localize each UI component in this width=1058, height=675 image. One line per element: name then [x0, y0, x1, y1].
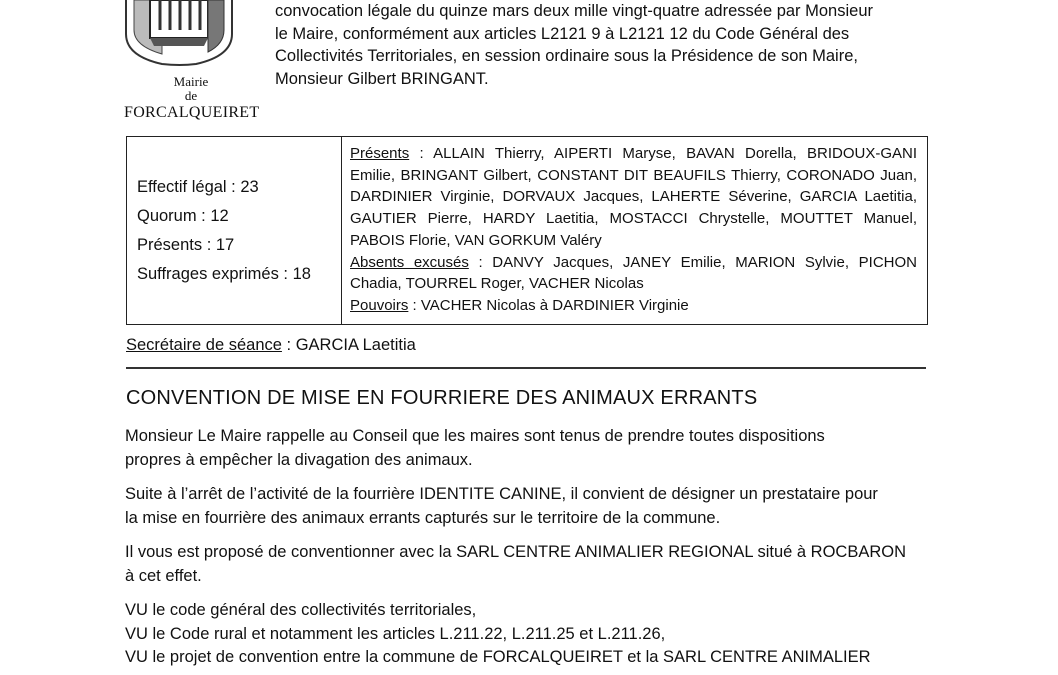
intro-line: Monsieur Gilbert BRINGANT.: [275, 69, 489, 88]
paragraph-line: Il vous est proposé de conventionner avec la SARL CENTRE ANIMALIER REGIONAL situé à ROCBARON: [125, 543, 907, 561]
intro-line: Collectivités Territoriales, en session ordinaire sous la Présidence de son Maire,: [275, 47, 858, 65]
attendance-table: [126, 136, 928, 325]
pouvoirs-label: Pouvoirs: [350, 296, 409, 314]
quorum: Quorum : 12: [137, 207, 229, 225]
secretary-line: [126, 335, 416, 355]
paragraph-1: [125, 425, 926, 472]
secretary-label: Secrétaire de séance: [126, 336, 282, 354]
presents-paragraph: [350, 143, 917, 252]
mairie-label: [124, 74, 258, 123]
presents-list: : ALLAIN Thierry, AIPERTI Maryse, BAVAN Dorella, BRIDOUX-GANI Emilie, BRINGANT Gilbert, CONSTANT DIT BEAUFILS Thierry, CORONADO Juan, DARDINIER Virginie, DORVAUX Jacques, LAHERTE Séverine, GARCIA Laetitia, GAUTIER Pierre, HARDY Laetitia, MOSTACCI Chrystelle, MOUTTET Manuel, PABOIS Florie, VAN GORKUM Valéry: [350, 145, 917, 249]
pouvoirs-list: : VACHER Nicolas à DARDINIER Virginie: [408, 296, 689, 314]
presents-count: Présents : 17: [137, 236, 235, 254]
table-divider: [341, 137, 342, 324]
section-title: CONVENTION DE MISE EN FOURRIERE DES ANIMAUX ERRANTS: [126, 387, 758, 409]
paragraph-line: propres à empêcher la divagation des animaux.: [125, 450, 473, 469]
paragraph-line: à cet effet.: [125, 566, 202, 585]
secretary-value: : GARCIA Laetitia: [281, 336, 416, 354]
effectif-legal: Effectif légal : 23: [137, 178, 259, 196]
paragraph-3: [125, 541, 926, 588]
paragraph-2: [125, 483, 926, 530]
absents-list: : DANVY Jacques, JANEY Emilie, MARION Sylvie, PICHON Chadia, TOURREL Roger, VACHER Nicolas: [350, 253, 917, 293]
attendance-members: [350, 143, 917, 317]
suffrages-exprimes: Suffrages exprimés : 18: [137, 265, 311, 283]
pouvoirs-paragraph: [350, 295, 917, 317]
attendance-stats: [137, 173, 311, 289]
paragraph-line: VU le Code rural et notamment les articles L.211.22, L.211.25 et L.211.26,: [125, 624, 666, 643]
mairie-town-name: FORCALQUEIRET: [124, 104, 260, 121]
intro-line: le Maire, conformément aux articles L2121 9 à L2121 12 du Code Général des: [275, 24, 850, 43]
intro-paragraph: [275, 0, 927, 90]
municipal-crest-logo: [124, 0, 234, 66]
paragraph-line: VU le projet de convention entre la commune de FORCALQUEIRET et la SARL CENTRE ANIMALIER: [125, 648, 871, 666]
section-divider: [126, 367, 926, 369]
paragraph-line: la mise en fourrière des animaux errants capturés sur le territoire de la commune.: [125, 508, 721, 527]
paragraph-line: VU le code général des collectivités territoriales,: [125, 601, 477, 619]
mairie-line-2: de: [184, 88, 198, 103]
absents-label: Absents excusés: [350, 253, 469, 271]
paragraph-line: Monsieur Le Maire rappelle au Conseil que les maires sont tenus de prendre toutes dispositions: [125, 427, 825, 445]
intro-line: convocation légale du quinze mars deux mille vingt-quatre adressée par Monsieur: [275, 2, 873, 20]
presents-label: Présents: [350, 145, 410, 162]
paragraph-4: [125, 599, 926, 670]
absents-paragraph: [350, 252, 917, 295]
paragraph-line: Suite à l’arrêt de l’activité de la fourrière IDENTITE CANINE, il convient de désigner un prestataire pour: [125, 485, 878, 503]
mairie-line-1: Mairie: [173, 74, 209, 89]
